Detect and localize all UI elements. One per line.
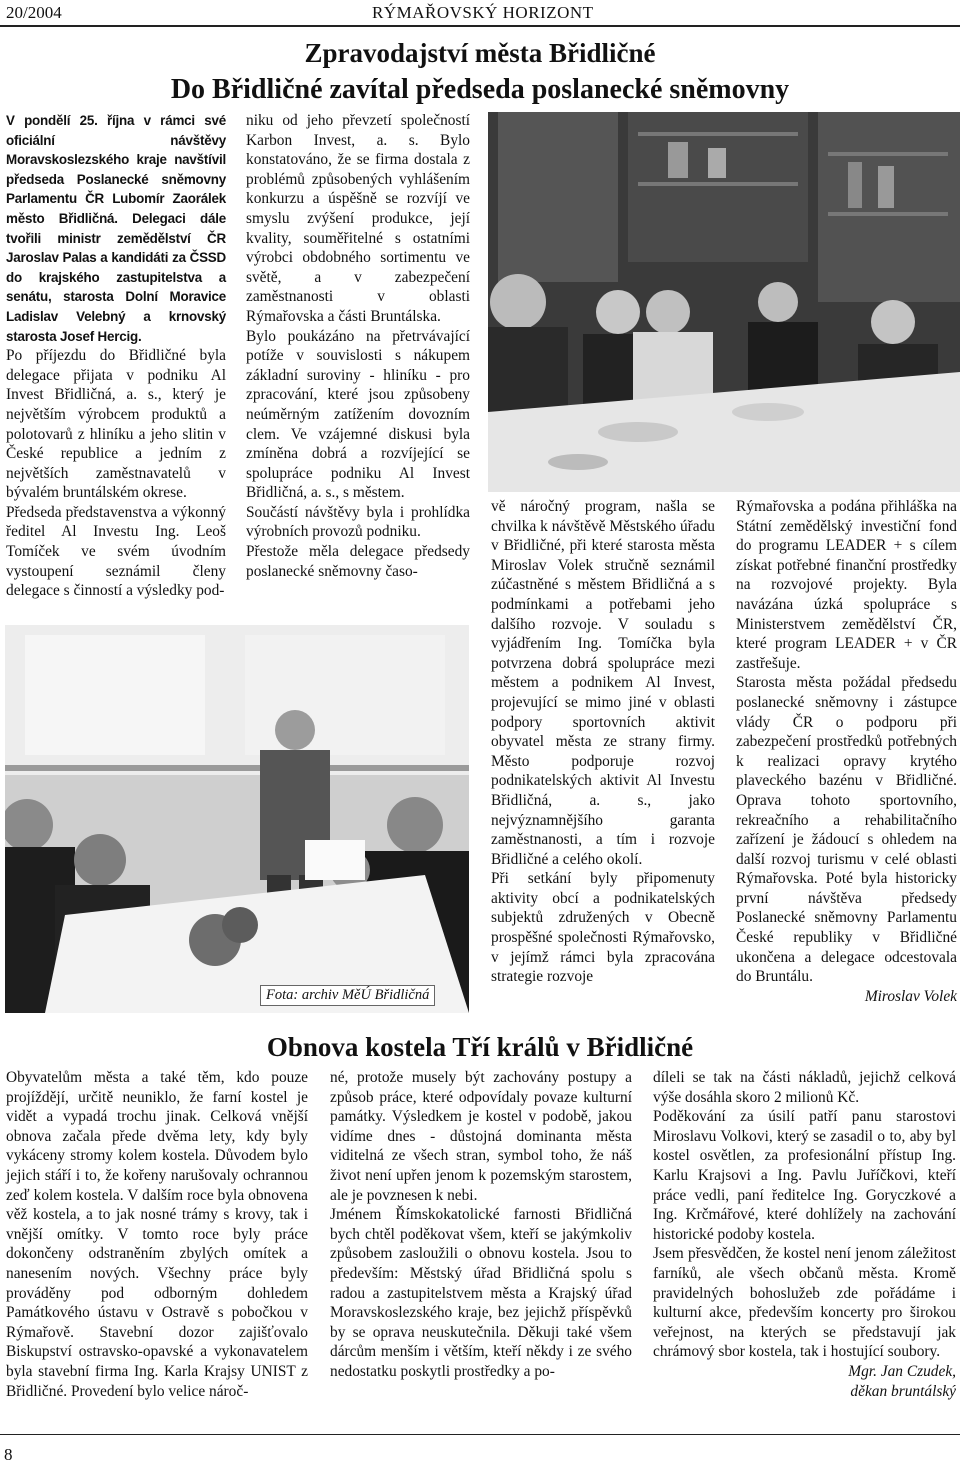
meeting-photo-image [488, 112, 960, 492]
article2-column-1 [6, 1068, 308, 1401]
signature-role: děkan bruntálský [850, 1382, 956, 1400]
article1-col1-para: Předseda představenstva a výkonný ředitel Al Investu Ing. Leoš Tomíček ve svém úvodním vystoupení seznámil členy delegace s činností a výsledky pod- [6, 503, 226, 600]
article1-col2-para: Přestože měla delegace předsedy poslanecké sněmovny časo- [246, 543, 470, 580]
article1-col1-para: Po příjezdu do Břidličné byla delegace přijata v podniku Al Invest Břidličná, a. s., který je největším výrobcem produktů a polotovarů z hliníku a jeho slitin v České republice a jedním z největších zaměstnavatelů v bývalém bruntálském okrese. [6, 347, 226, 502]
meeting-photo [488, 112, 960, 492]
article2-col2-para: né, protože musely být zachovány postupy a způsob práce, které odpovídaly povaze kulturní památky. Výsledkem je kostel v podobě, jakou vidíme dnes - důstojná dominanta města viditelná ze všech stran, symbol toho, že náš život není upřen jenom k pozemským starostem, ale je povznesen k nebi. [330, 1069, 632, 1204]
article1-col2-para: niku od jeho převzetí společností Karbon Invest, a. s. Bylo konstatováno, že se firma dostala z problémů způsobených vyhlášením konkurzu a úspěšně se rozvíjí ve smyslu zvýšení produkce, její kvality, souměřitelné s ostatními výrobci obdobného sortimentu ve světě, a v zabezpečení zaměstnanosti v oblasti Rýmařovska a části Bruntálska. [246, 112, 470, 325]
article1-lead: V pondělí 25. října v rámci své oficiální návštěvy Moravskoslezského kraje navštívil předseda Poslanecké sněmovny Parlamentu ČR Lubomír Zaorálek město Břidličná. Delegaci dále tvořili ministr zemědělství ČR Jaroslav Palas a kandidáti za ČSSD do krajského zastupitelstva a senátu, starosta Dolní Moravice Ladislav Velebný a krnovský starosta Josef Hercig. [6, 113, 226, 344]
article1-column-3 [491, 497, 715, 987]
article1-column-1 [6, 111, 226, 601]
signature-name: Mgr. Jan Czudek, [848, 1362, 956, 1380]
presentation-photo [5, 625, 469, 1013]
article1-col4-para: Rýmařovska a podána přihláška na Státní zemědělský investiční fond do programu LEADER + s cílem získat potřebné finanční prostředky na rozvojové projekty. Byla navázána úzká spolupráce s Ministerstvem zemědělství ČR, které program LEADER + v ČR zastřešuje. [736, 498, 957, 672]
article1-col2-para: Bylo poukázáno na přetrvávající potíže v souvislosti s nákupem základní suroviny - hliníku - pro zpracování, které jsou způsobeny neúměrným zatížením dovozním clem. Ve vzájemné diskusi byla zmíněna dobrá a rozvíjející se spolupráce podniku Al Invest Břidličná, a. s., s městem. [246, 327, 470, 502]
article2-col3-para: díleli se tak na části nákladů, jejichž celková výše dosáhla skoro 2 milionů Kč. [653, 1069, 956, 1106]
article2-col3-para: Poděkování za úsilí patří panu starostovi Miroslavu Volkovi, který se zasadil o to, aby byl kostel osvětlen, za profesionální přístup Ing. Karlu Krajsovi a Ing. Pavlu Juříčkovi, kteří práce vedli, paní ředitelce Ing. Goryczkové a Ing. Krčmářové, které dohlížely na zachování historické podoby kostela. [653, 1108, 956, 1243]
article1-col2-para: Součástí návštěvy byla i prohlídka výrobních provozů podniku. [246, 503, 470, 541]
presentation-photo-image [5, 625, 469, 1013]
article2-headline: Obnova kostela Tří králů v Břidličné [266, 1032, 694, 1062]
article1-column-4 [736, 497, 957, 1006]
article1-col3-para: Při setkání byly připomenuty aktivity obcí a podnikatelských subjektů združených v Obecně prospěšné společnosti Rýmařovsko, v jejímž rámci byla zpracována strategie rozvoje [491, 870, 715, 986]
article1-col3-para: vě náročný program, našla se chvilka k návštěvě Městského úřadu v Břidličné, při které starosta města Miroslav Volek stručně seznámil zúčastněné s městem Břidličná a s podmínkami a potřebami jeho dalšího rozvoje. V souladu s vyjádřením Ing. Tomíčka byla potvrzena dobrá spolupráce mezi městem a podnikem Al Invest, projevující se mimo jiné v oblasti podpory sportovních aktivit obyvatel města ze strany firmy. Město podporuje rozvoj podnikatelských aktivit Al Investu Břidličná, a. s., jako nejvýznamnějšího garanta zaměstnanosti, a tím i rozvoje Břidličné a celého okolí. [491, 498, 715, 868]
page-header [0, 0, 960, 26]
article2-column-3 [653, 1068, 956, 1401]
article2-col2-para: Jménem Římskokatolické farnosti Břidličná bych chtěl poděkovat všem, kteří se jakýmkoliv způsobem zasloužili o obnovu kostela. Jsou to především: Městský úřad Břidličná spolu s radou a zastupitelstvem města a Krajský úřad Moravskoslezského kraje, bez jejichž příspěvků by se oprava neuskutečnila. Děkuji také všem dárcům menším i větším, kteří někdy i ze svého nedostatku poskytli prostředky a po- [330, 1206, 632, 1380]
article2-column-2 [330, 1068, 632, 1382]
footer-rule [0, 1434, 960, 1435]
issue-number: 20/2004 [6, 3, 62, 22]
article1-author: Miroslav Volek [864, 987, 957, 1005]
photo-caption: Fota: archiv MěÚ Břidličná [260, 985, 435, 1006]
article2-col3-para: Jsem přesvědčen, že kostel není jenom záležitost farníků, ale všech občanů města. Kromě pravidelných bohoslužeb zde pořádáme i kulturní akce, především koncerty pro širokou veřejnost, na kterých se představují jak chrámový sbor kostela, tak i hostující soubory. [653, 1245, 956, 1361]
article1-col4-para: Starosta města požádal předsedu poslanecké sněmovny i zástupce vlády ČR o podporu při zabezpečení prostředků potřebných k realizaci opravy krytého plaveckého bazénu v Břidličné. Oprava tohoto sportovního, rekreačního a rehabilitačního zařízení je žádoucí s ohledem na další rozvoj turismu v celé oblasti Rýmařovska. Poté byla historicky první návštěva předsedy Poslanecké sněmovny Parlamentu České republiky v Břidličné ukončena a delegace odcestovala do Bruntálu. [736, 674, 957, 986]
header-rule [0, 25, 960, 27]
article1-column-2 [246, 111, 470, 581]
article2-col1-para: Obyvatelům města a také těm, kdo pouze projíždějí, určitě neuniklo, že farní kostel je vidět a vypadá trochu jinak. Celková vnější obnova začala přede dvěma lety, kdy byly vykáceny stromy kolem kostela. Důvodem bylo jejich stáří i to, že kořeny narušovaly ochrannou zeď kolem kostela. V dalším roce byla obnovena věž kostela, a to jak nosné trámy s krovy, tak i vnější omítky. V tomto roce byly práce dokončeny odstraněním zbylých omítek a nanesením nových. Všechny práce byly prováděny pod odborným dohledem Památkového ústavu v Ostravě s pobočkou v Rýmařově. Stavební dozor zajišťovalo Biskupství ostravsko-opavské a vykonavatelem byla stavební firma Ing. Karla Krajsy UNIST z Břidličné. Provedení bylo velice nároč- [6, 1069, 308, 1400]
publication-name: RÝMAŘOVSKÝ HORIZONT [372, 3, 594, 22]
page-number: 8 [4, 1445, 13, 1464]
article1-headline: Do Břidličné zavítal předseda poslanecké sněmovny [170, 74, 790, 105]
section-title: Zpravodajství města Břidličné [304, 38, 656, 68]
